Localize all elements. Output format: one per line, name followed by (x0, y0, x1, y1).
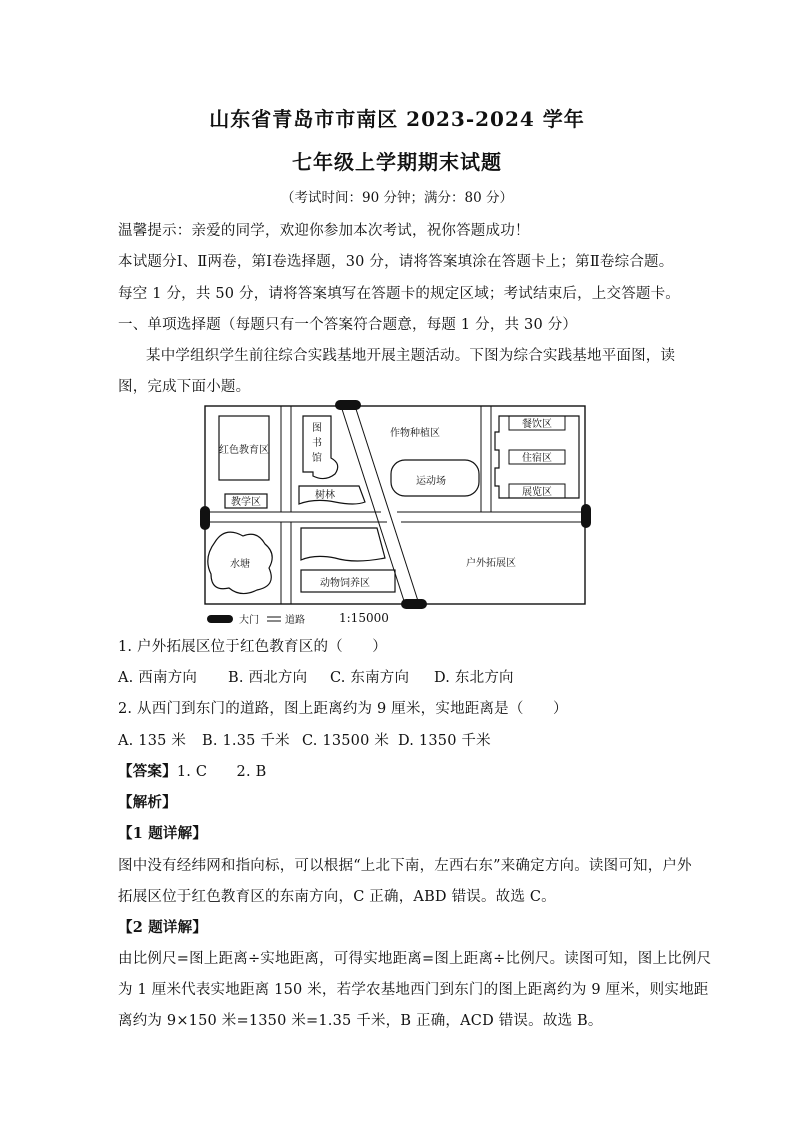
detail-2-line-1: 由比例尺=图上距离÷实地距离，可得实地距离=图上距离÷比例尺。读图可知，图上比例尺 (118, 951, 712, 967)
q1-option-a: A. 西南方向 (118, 670, 198, 686)
detail-1-label: 【1 题详解】 (118, 825, 208, 842)
info-line-1: 本试题分Ⅰ、Ⅱ两卷，第Ⅰ卷选择题，30 分，请将答案填涂在答题卡上；第Ⅱ卷综合题。 (118, 254, 674, 270)
answer-label: 【答案】 (118, 763, 177, 780)
detail-2-label: 【2 题详解】 (118, 919, 208, 936)
map-label-lodging: 住宿区 (522, 453, 552, 464)
q1-option-b: B. 西北方向 (228, 670, 308, 686)
q1-option-d: D. 东北方向 (434, 670, 514, 686)
question-1-stem: 1. 户外拓展区位于红色教育区的（ ） (118, 639, 387, 655)
tip-text: 温馨提示：亲爱的同学，欢迎你参加本次考试，祝你答题成功！ (118, 223, 530, 239)
map-label-library-2: 书 (312, 438, 322, 449)
gate-south (401, 599, 427, 609)
map-label-sports-field: 运动场 (416, 476, 446, 487)
question-1-options (118, 666, 514, 687)
gate-north (335, 400, 361, 410)
document-title-line1: 山东省青岛市市南区 2023-2024 学年 (209, 107, 585, 131)
intro-line-1: 某中学组织学生前往综合实践基地开展主题活动。下图为综合实践基地平面图，读 (146, 348, 676, 364)
detail-2-line-2: 为 1 厘米代表实地距离 150 米，若学农基地西门到东门的图上距离约为 9 厘米，则实地距 (118, 982, 709, 998)
detail-1-line-1: 图中没有经纬网和指向标，可以根据“上北下南，左西右东”来确定方向。读图可知，户外 (118, 858, 692, 874)
base-plan-map (195, 398, 595, 628)
map-label-teaching: 教学区 (231, 497, 261, 508)
detail-1-line-2: 拓展区位于红色教育区的东南方向，C 正确，ABD 错误。故选 C。 (118, 889, 556, 905)
answer-line (118, 760, 266, 781)
answer-text: 1. C 2. B (176, 764, 267, 780)
question-2-stem: 2. 从西门到东门的道路，图上距离约为 9 厘米，实地距离是（ ） (118, 701, 568, 717)
gate-west (200, 506, 210, 530)
map-label-outdoor: 户外拓展区 (466, 558, 516, 569)
map-label-pond: 水塘 (230, 559, 250, 570)
q2-option-c: C. 13500 米 (302, 733, 390, 749)
map-label-exhibition: 展览区 (522, 487, 552, 498)
detail-2-line-3: 离约为 9×150 米=1350 米=1.35 千米，B 正确，ACD 错误。故选 B。 (118, 1013, 603, 1029)
legend-gate-symbol (207, 615, 233, 623)
map-label-dining: 餐饮区 (522, 419, 552, 430)
q2-option-a: A. 135 米 (118, 733, 187, 749)
q2-option-d: D. 1350 千米 (398, 733, 491, 749)
q1-option-c: C. 东南方向 (330, 670, 410, 686)
intro-line-2: 图，完成下面小题。 (118, 379, 251, 395)
info-line-2: 每空 1 分，共 50 分，请将答案填写在答题卡的规定区域；考试结束后，上交答题卡。 (118, 286, 681, 302)
section-heading: 一、单项选择题（每题只有一个答案符合题意，每题 1 分，共 30 分） (118, 317, 578, 333)
q2-option-b: B. 1.35 千米 (202, 733, 290, 749)
analysis-label: 【解析】 (118, 794, 177, 811)
document-title-line2: 七年级上学期期末试题 (292, 150, 502, 174)
exam-meta: （考试时间：90 分钟；满分：80 分） (281, 190, 513, 206)
map-label-library-1: 图 (312, 423, 322, 434)
map-label-red-education: 红色教育区 (219, 445, 269, 456)
legend-road-label: 道路 (285, 615, 305, 626)
map-label-woods: 树林 (315, 490, 335, 501)
map-label-animal: 动物饲养区 (320, 578, 370, 589)
map-label-crop-planting: 作物种植区 (390, 428, 440, 439)
gate-east (581, 504, 591, 528)
question-2-options (118, 729, 491, 750)
map-scale: 1:15000 (339, 611, 389, 625)
map-label-library-3: 馆 (312, 453, 322, 464)
legend-gate-label: 大门 (239, 615, 259, 626)
